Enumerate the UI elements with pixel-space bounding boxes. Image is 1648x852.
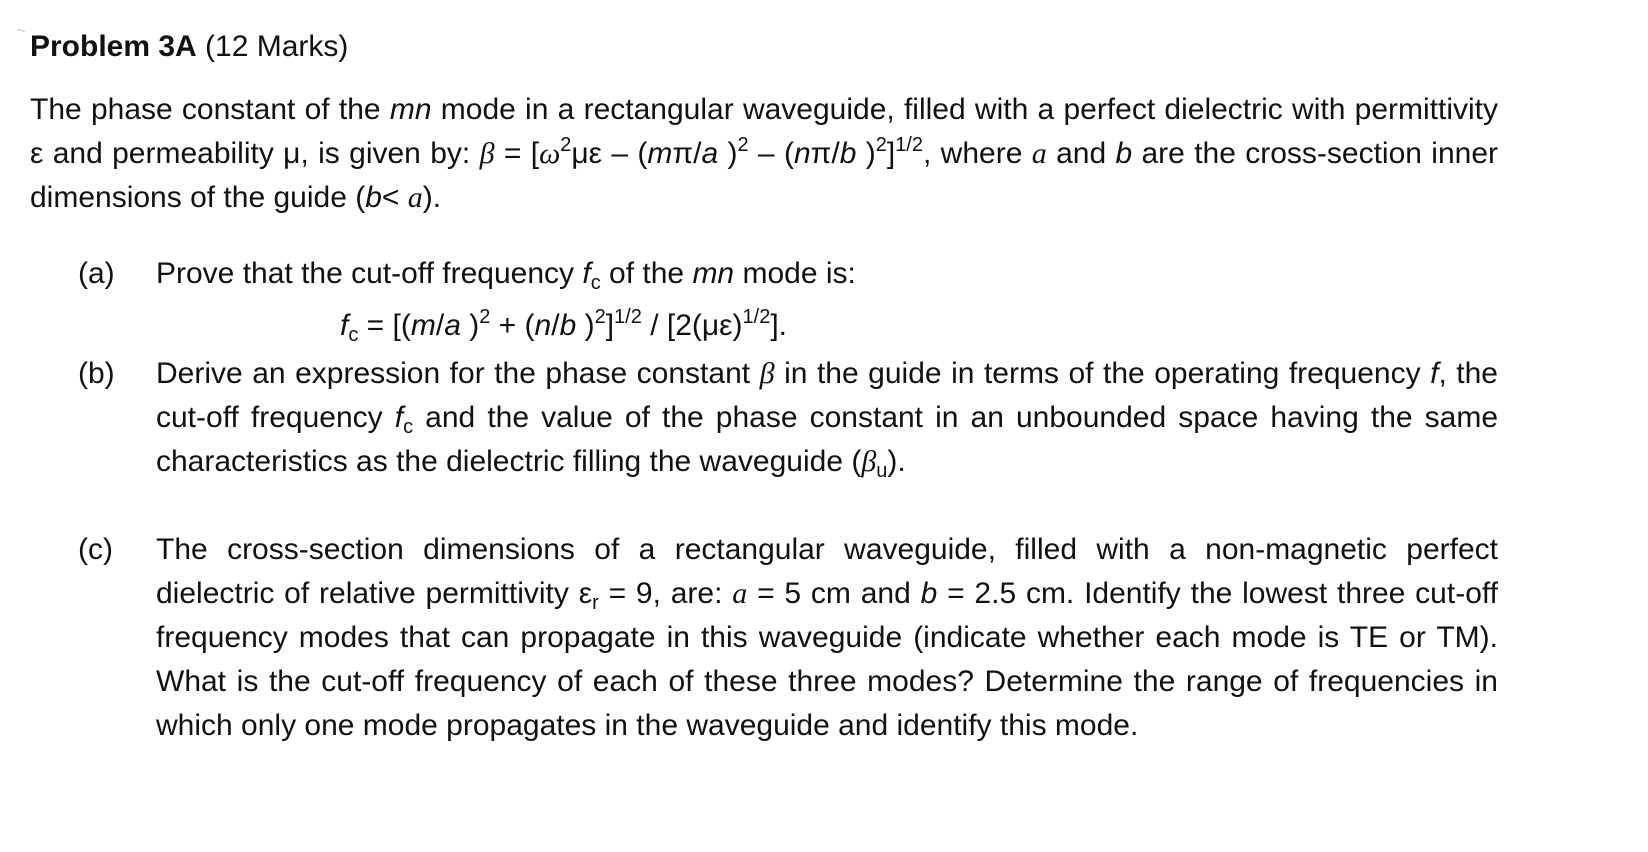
part-b: [78, 352, 1498, 484]
part-b-text: [156, 352, 1498, 484]
var-m: m: [410, 309, 436, 342]
formula-text: ].: [770, 309, 788, 342]
problem-number: Problem 3A: [30, 30, 197, 63]
formula-text: / [2(με): [641, 309, 743, 342]
part-c: [78, 528, 1498, 748]
superscript: 2: [560, 134, 572, 156]
part-b-label: (b): [78, 357, 115, 390]
cutoff-formula: [340, 306, 787, 346]
part-b-text-run: ).: [887, 445, 906, 478]
var-f: f: [582, 257, 591, 290]
intro-text: and: [1046, 137, 1116, 170]
formula-text: ]: [605, 309, 615, 342]
intro-text: π/: [810, 137, 840, 170]
var-a: a: [444, 309, 461, 342]
beta-symbol: β: [479, 137, 495, 170]
intro-text: ): [856, 137, 876, 170]
superscript: 2: [875, 134, 887, 156]
part-b-text-run: Derive an expression for the phase constant: [156, 357, 760, 390]
var-m: m: [647, 137, 673, 170]
intro-text: are the cross-section inner dimensions of the guide (: [30, 137, 1499, 214]
intro-text: π/: [672, 137, 702, 170]
mode-index: mn: [389, 93, 432, 126]
var-b: b: [365, 181, 382, 214]
formula-text: /: [435, 309, 445, 342]
subscript: c: [590, 272, 601, 294]
part-c-text-run: = 2.5 cm. Identify the lowest three cut-off frequency modes that can propagate in this waveguide (indicate whether each mode is TE or TM). What is the cut-off frequency of each of these three modes? Determine the range of frequencies in which only one mode propagates in the waveguide and identify this mode.: [156, 577, 1499, 742]
formula-text: + (: [490, 309, 535, 342]
part-b-text-run: , the cut-off frequency: [156, 357, 1498, 434]
part-c-text: [156, 528, 1498, 748]
var-f: f: [340, 309, 349, 342]
part-a-text-run: Prove that the cut-off frequency: [156, 257, 583, 290]
part-c-text-run: = 9, are:: [598, 577, 733, 610]
part-c-text-run: = 5 cm and: [747, 577, 921, 610]
mode-index: mn: [692, 257, 735, 290]
var-f: f: [1430, 357, 1439, 390]
part-a-text: [156, 252, 1498, 296]
problem-title: [30, 30, 348, 64]
var-a: a: [1031, 137, 1047, 170]
var-b: b: [839, 137, 857, 170]
intro-text: ]: [886, 137, 896, 170]
intro-text: mode in a rectangular waveguide, filled with a perfect dielectric with permittivity ε and permeability μ, is given by:: [30, 93, 1498, 170]
var-b: b: [920, 577, 938, 610]
formula-text: = [(: [358, 309, 411, 342]
var-a: a: [732, 577, 748, 610]
var-f: f: [394, 401, 404, 434]
part-c-label: (c): [78, 533, 113, 566]
scan-mark: [17, 23, 27, 32]
beta-symbol: β: [759, 357, 775, 390]
var-a: a: [407, 181, 423, 214]
intro-text: – (: [748, 137, 794, 170]
var-a: a: [701, 137, 719, 170]
part-a-label: (a): [78, 257, 115, 290]
subscript: r: [592, 592, 599, 614]
var-n: n: [793, 137, 811, 170]
superscript: 1/2: [742, 306, 771, 328]
superscript: 2: [737, 134, 749, 156]
superscript: 1/2: [614, 306, 642, 328]
superscript: 2: [479, 306, 491, 328]
var-b: b: [559, 309, 577, 342]
intro-text: <: [381, 181, 408, 214]
beta-symbol: β: [861, 445, 877, 478]
part-b-text-run: in the guide in terms of the operating frequency: [774, 357, 1431, 390]
problem-intro: [30, 88, 1498, 220]
superscript: 1/2: [895, 134, 923, 156]
intro-text: , where: [923, 137, 1032, 170]
superscript: 2: [594, 306, 606, 328]
formula-text: ): [576, 309, 595, 342]
part-a-text-run: of the: [600, 257, 693, 290]
formula-text: ): [460, 309, 480, 342]
part-b-text-run: and the value of the phase constant in an unbounded space having the same characteristics as the dielectric filling the waveguide (: [156, 401, 1499, 478]
part-c-text-run: The cross-section dimensions of a rectangular waveguide, filled with a non-magnetic perfect dielectric of relative permittivity ε: [156, 533, 1498, 610]
subscript: c: [348, 324, 359, 346]
subscript: u: [876, 460, 888, 482]
formula-text: /: [551, 309, 560, 342]
intro-text: με – (: [571, 137, 648, 170]
intro-text: ).: [422, 181, 442, 214]
var-b: b: [1115, 137, 1133, 170]
intro-text: ): [718, 137, 738, 170]
part-a-text-run: mode is:: [734, 257, 856, 290]
problem-marks: (12 Marks): [196, 30, 349, 63]
part-a: [78, 252, 1498, 296]
intro-text: The phase constant of the: [30, 93, 390, 126]
var-n: n: [534, 309, 552, 342]
subscript: c: [403, 416, 414, 438]
omega-symbol: ω: [539, 137, 561, 170]
intro-text: = [: [494, 137, 540, 170]
